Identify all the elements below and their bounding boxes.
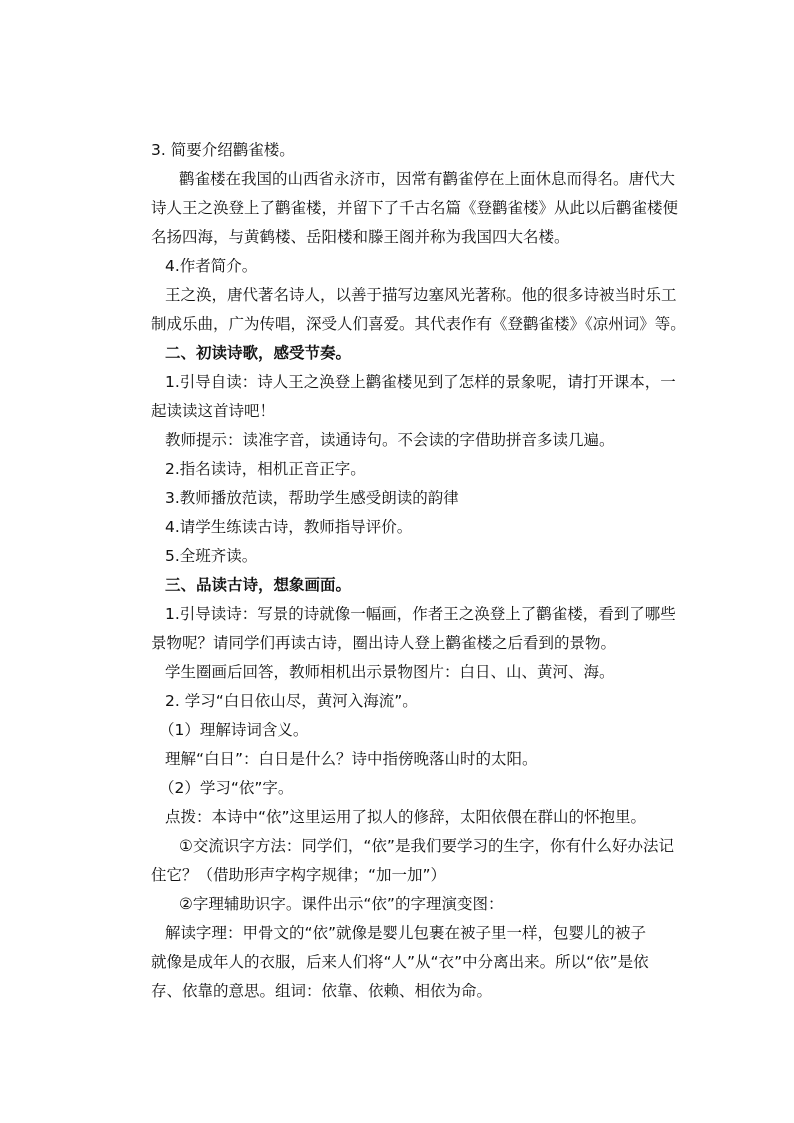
text-line: ②字理辅助识字。课件出示“依”的字理演变图： — [179, 895, 504, 913]
text-line: 3.教师播放范读，帮助学生感受朗读的韵律 — [165, 489, 459, 507]
text-line: 3. 简要介绍鹳雀楼。 — [151, 141, 295, 159]
text-line: 2. 学习“白日依山尽，黄河入海流”。 — [165, 692, 418, 710]
text-line: 制成乐曲，广为传唱，深受人们喜爱。其代表作有《登鹳雀楼》《凉州词》等。 — [151, 315, 686, 333]
text-line: 理解“白日”：白日是什么？诗中指傍晚落山时的太阳。 — [165, 750, 538, 768]
text-line: 存、依靠的意思。组词：依靠、依赖、相依为命。 — [151, 982, 493, 1000]
section-heading: 二、初读诗歌，感受节奏。 — [165, 344, 352, 362]
section-heading: 三、品读古诗，想象画面。 — [165, 576, 352, 594]
text-line: 4.请学生练读古诗，教师指导评价。 — [165, 518, 413, 536]
text-line: ①交流识字方法：同学们，“依”是我们要学习的生字，你有什么好办法记 — [179, 837, 674, 855]
text-line: 王之涣，唐代著名诗人，以善于描写边塞风光著称。他的很多诗被当时乐工 — [165, 286, 677, 304]
text-line: 2.指名读诗，相机正音正字。 — [165, 460, 366, 478]
document-body — [149, 136, 686, 1006]
text-line: 诗人王之涣登上了鹳雀楼，并留下了千古名篇《登鹳雀楼》从此以后鹳雀楼便 — [151, 199, 679, 217]
text-line: 鹳雀楼在我国的山西省永济市，因常有鹳雀停在上面休息而得名。唐代大 — [179, 170, 676, 188]
text-line: 1.引导自读：诗人王之涣登上鹳雀楼见到了怎样的景象呢，请打开课本，一 — [165, 373, 676, 391]
text-line: 教师提示：读准字音，读通诗句。不会读的字借助拼音多读几遍。 — [165, 431, 615, 449]
text-line: 住它？（借助形声字构字规律；“加一加”） — [151, 866, 447, 884]
text-line: 景物呢？请同学们再读古诗，圈出诗人登上鹳雀楼之后看到的景物。 — [151, 634, 617, 652]
text-line: 1.引导读诗：写景的诗就像一幅画，作者王之涣登上了鹳雀楼，看到了哪些 — [165, 605, 676, 623]
text-line: 5.全班齐读。 — [165, 547, 258, 565]
text-line: 起读读这首诗吧！ — [151, 402, 276, 420]
text-line: （2）学习“依”字。 — [159, 779, 294, 797]
text-line: 点拨：本诗中“依”这里运用了拟人的修辞，太阳依偎在群山的怀抱里。 — [165, 808, 647, 826]
text-line: 名扬四海，与黄鹤楼、岳阳楼和滕王阁并称为我国四大名楼。 — [151, 228, 570, 246]
text-line: 解读字理：甲骨文的“依”就像是婴儿包裹在被子里一样，包婴儿的被子 — [165, 924, 647, 942]
text-line: （1）理解诗词含义。 — [159, 721, 309, 739]
text-line: 就像是成年人的衣服，后来人们将“人”从“衣”中分离出来。所以“依”是依 — [151, 953, 649, 971]
text-line: 4.作者简介。 — [165, 257, 258, 275]
text-line: 学生圈画后回答，教师相机出示景物图片：白日、山、黄河、海。 — [165, 663, 615, 681]
